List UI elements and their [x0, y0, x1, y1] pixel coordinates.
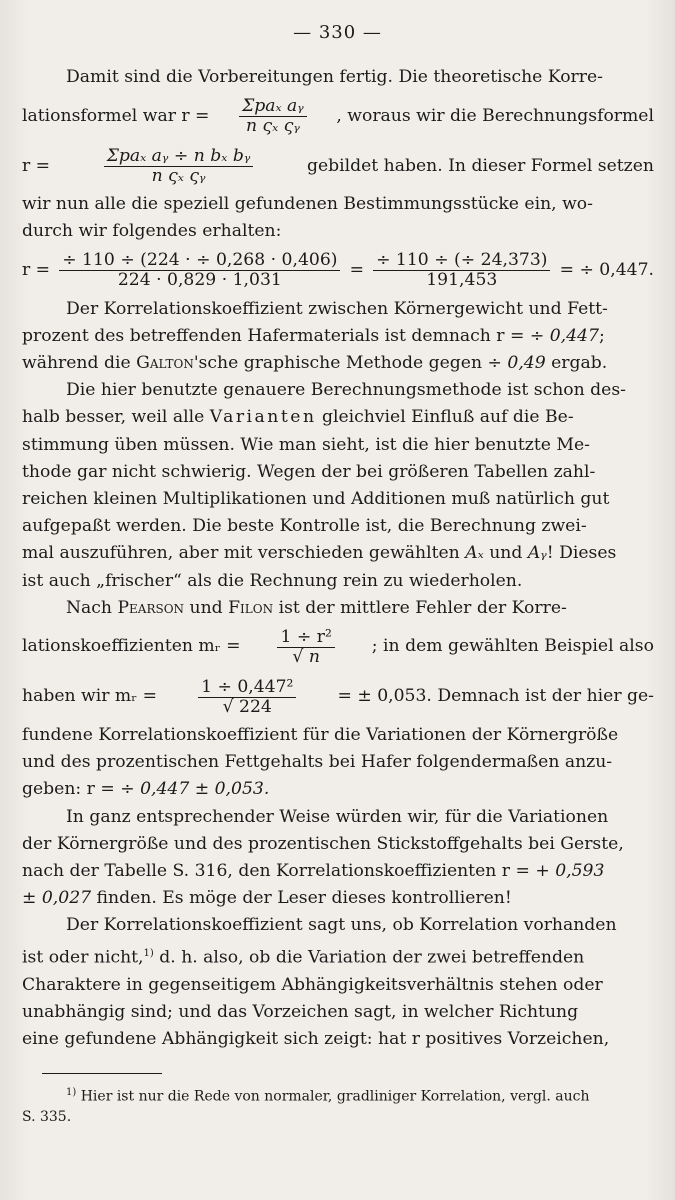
text-line: [22, 595, 654, 622]
text-line: ist auch „frischer“ als die Rechnung rein zu wiederholen.: [22, 570, 523, 591]
fraction-denominator: n ςₓ ςᵧ: [245, 115, 300, 136]
text-span: finden. Es möge der Leser dieses kontrollieren!: [91, 888, 512, 909]
formula-calc-2: [373, 251, 550, 290]
formula-line-calculation: [22, 246, 654, 296]
text-span: lationsformel war r =: [22, 105, 210, 126]
math-symbol: Aₓ: [465, 543, 484, 564]
text-span: gleichviel Einfluß auf die Be-: [316, 407, 574, 428]
text-line: thode gar nicht schwierig. Wegen der bei größeren Tabellen zahl-: [22, 461, 596, 482]
text-line: [22, 776, 654, 803]
text-span: ist oder nicht,: [22, 947, 144, 968]
footnote-divider: [42, 1073, 162, 1074]
footnote: [22, 1083, 654, 1127]
fraction-numerator: ÷ 110 ÷ (224 · ÷ 0,268 · 0,406): [59, 251, 340, 271]
text-line: [22, 858, 654, 885]
text-span: lationskoeffizienten mᵣ =: [22, 636, 241, 657]
formula-calc-1: [59, 251, 340, 290]
text-line: eine gefundene Abhängigkeit sich zeigt: hat r positives Vorzeichen,: [22, 1029, 610, 1050]
text-line: [22, 141, 654, 191]
text-line: fundene Korrelationskoeffizient für die Variationen der Körnergröße: [22, 725, 619, 746]
formula-theoretical: [239, 97, 307, 136]
fraction-numerator: Σpaₓ aᵧ ÷ n bₓ bᵧ: [104, 147, 254, 167]
text-line: [22, 404, 654, 431]
text-span: =: [349, 260, 364, 280]
coefficient-value: ÷ 0,447 ± 0,053.: [120, 779, 270, 800]
page-body: [22, 64, 654, 1053]
formula-mean-error: [277, 628, 334, 667]
footnote-number: 1): [66, 1087, 77, 1098]
text-span: mal auszuführen, aber mit verschieden gewählten: [22, 543, 466, 564]
fraction-denominator: 191,453: [426, 270, 498, 291]
text-span: 'sche graphische Methode gegen: [193, 353, 488, 374]
text-span: ! Dieses: [546, 543, 617, 564]
author-name: Galton: [136, 353, 194, 374]
text-span: halb besser, weil alle: [22, 407, 210, 428]
text-line: wir nun alle die speziell gefundenen Bestimmungsstücke ein, wo-: [22, 194, 593, 215]
text-line: unabhängig sind; und das Vorzeichen sagt, in welcher Richtung: [22, 1001, 579, 1022]
fraction-numerator: ÷ 110 ÷ (÷ 24,373): [373, 251, 550, 271]
text-line: [22, 885, 654, 912]
author-name: Filon: [228, 597, 274, 618]
text-span: ist der mittlere Fehler der Korre-: [273, 597, 567, 618]
text-line: [22, 350, 654, 377]
text-line: reichen kleinen Multiplikationen und Additionen muß natürlich gut: [22, 489, 610, 510]
text-line: durch wir folgendes erhalten:: [22, 221, 282, 242]
text-span: prozent des betreffenden Hafermaterials ist demnach r =: [22, 325, 530, 346]
footnote-text: Hier ist nur die Rede von normaler, gradliniger Korrelation, vergl. auch: [76, 1088, 590, 1105]
formula-computational: [104, 147, 254, 186]
text-line: Der Korrelationskoeffizient sagt uns, ob Korrelation vorhanden: [66, 915, 617, 936]
text-line: [22, 540, 654, 567]
math-symbol: Aᵧ: [527, 543, 547, 564]
text-span: r =: [22, 260, 51, 280]
text-span: gebildet haben. In dieser Formel setzen: [306, 155, 654, 176]
text-line: Der Korrelationskoeffizient zwischen Körnergewicht und Fett-: [66, 298, 608, 319]
coefficient-value: ± 0,027: [22, 888, 92, 909]
text-line: und des prozentischen Fettgehalts bei Hafer folgendermaßen anzu-: [22, 752, 613, 773]
text-span: = ± 0,053. Demnach ist der hier ge-: [337, 686, 654, 707]
text-line: [22, 622, 654, 672]
text-line: [22, 672, 654, 722]
coefficient-value: ÷ 0,49: [487, 353, 546, 374]
coefficient-value: + 0,593: [535, 861, 605, 882]
emphasis-text: Varianten: [209, 407, 317, 428]
coefficient-value: ÷ 0,447: [529, 325, 599, 346]
text-line: Die hier benutzte genauere Berechnungsmethode ist schon des-: [66, 380, 626, 401]
text-line: Charaktere in gegenseitigem Abhängigkeitsverhältnis stehen oder: [22, 974, 603, 995]
text-span: ;: [598, 325, 605, 346]
text-line: [22, 91, 654, 141]
footnote-line: S. 335.: [22, 1108, 72, 1125]
page-number: — 330 —: [293, 22, 382, 43]
text-line: [22, 323, 654, 350]
author-name: Pearson: [117, 597, 185, 618]
text-span: = ÷ 0,447.: [559, 260, 654, 280]
fraction-numerator: Σpaₓ aᵧ: [239, 97, 307, 117]
text-line: der Körnergröße und des prozentischen Stickstoffgehalts bei Gerste,: [22, 833, 624, 854]
footnote-line: [22, 1083, 654, 1107]
text-span: nach der Tabelle S. 316, den Korrelationskoeffizienten r =: [22, 861, 536, 882]
text-line: Damit sind die Vorbereitungen fertig. Die theoretische Korre-: [66, 67, 603, 87]
text-span: Nach: [66, 597, 118, 618]
text-span: geben: r =: [22, 779, 121, 800]
fraction-denominator: √ 224: [222, 696, 272, 717]
fraction-denominator: √ n: [292, 646, 320, 667]
text-span: haben wir mᵣ =: [22, 686, 158, 707]
text-span: d. h. also, ob die Variation der zwei betreffenden: [153, 947, 585, 968]
text-span: , woraus wir die Berechnungsformel: [336, 105, 654, 126]
text-line: [22, 940, 654, 972]
text-span: während die: [22, 353, 137, 374]
text-line: stimmung üben müssen. Wie man sieht, ist die hier benutzte Me-: [22, 434, 590, 455]
text-span: ; in dem gewählten Beispiel also: [371, 636, 654, 657]
fraction-denominator: 224 · 0,829 · 1,031: [117, 270, 282, 291]
text-span: ergab.: [545, 353, 608, 374]
text-span: r =: [22, 155, 51, 176]
text-span: und: [184, 597, 229, 618]
formula-mean-error-example: [198, 678, 296, 717]
text-span: und: [483, 543, 528, 564]
text-line: In ganz entsprechender Weise würden wir, für die Variationen: [66, 806, 609, 827]
fraction-denominator: n ςₓ ςᵧ: [151, 165, 206, 186]
fraction-numerator: 1 ÷ 0,447²: [198, 678, 296, 698]
fraction-numerator: 1 ÷ r²: [277, 628, 334, 648]
footnote-marker[interactable]: 1): [143, 947, 154, 959]
text-line: aufgepaßt werden. Die beste Kontrolle ist, die Berechnung zwei-: [22, 516, 587, 537]
